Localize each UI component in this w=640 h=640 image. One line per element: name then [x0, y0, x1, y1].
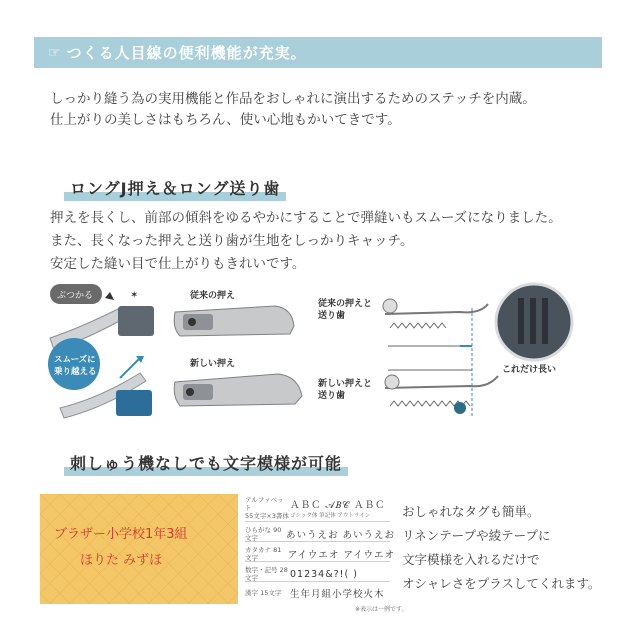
- table-row: 数字・記号 28文字 01234&?!( ): [245, 566, 358, 582]
- new-foot-side-view: [385, 370, 498, 414]
- section1-body: [50, 207, 562, 276]
- label-new-foot: 新しい押え: [190, 359, 236, 369]
- section2-body: [402, 500, 600, 596]
- table-row: ひらがな 90文字 あいうえお あいうえお: [245, 526, 395, 542]
- bubble-new-label-2: 乗り越える: [54, 367, 97, 377]
- section2-line-4: オシャレさをプラスしてくれます。: [402, 576, 601, 591]
- intro-line-2: 仕上がりの美しさはもちろん、使い心地もかいてきです。: [50, 112, 401, 128]
- table-row: アルファベット 55文字×3書体 ＡＢＣ 𝒜𝐵𝒞 ＡＢＣ ゴシック体 筆記体 アウトライン: [245, 496, 386, 520]
- lettering-sample-image: [40, 494, 238, 604]
- label-new-foot-teeth-1: 新しい押えと: [318, 379, 373, 389]
- section2-line-3: 文字模様を入れるだけで: [402, 552, 540, 567]
- intro-line-1: しっかり縫う為の実用機能と作品をおしゃれに演出するためのステッチを内蔵。: [50, 91, 536, 107]
- section1-line-3: 安定した縫い目で仕上がりもきれいです。: [50, 256, 306, 272]
- table-row: カタカナ 81文字 アイウエオ アイウエオ: [245, 546, 395, 562]
- sample-line-1: ブラザー小学校1年3組: [54, 527, 188, 542]
- table-note: ※表示は一例です。: [355, 606, 408, 613]
- old-presser-foot: [174, 306, 294, 336]
- section-heading-long-foot: ロングJ押え＆ロング送り歯: [70, 176, 280, 199]
- bubble-new-label-1: スムーズに: [54, 355, 96, 365]
- bubble-old-label: ぶつかる: [57, 291, 94, 301]
- intro-text: [50, 89, 536, 131]
- banner-title: つくる人目線の便利機能が充実。: [66, 44, 307, 62]
- feed-dog-zoom: [496, 284, 572, 360]
- section-heading-lettering: 刺しゅう機なしでも文字模様が可能: [70, 451, 342, 474]
- presser-foot-illustration: [40, 278, 600, 428]
- section2-line-2: リネンテープや綾テープに: [402, 528, 551, 543]
- svg-text:✶: ✶: [130, 290, 139, 301]
- new-presser-foot: [174, 374, 302, 406]
- bubble-old: [50, 284, 102, 304]
- label-old-foot-teeth-1: 従来の押えと: [318, 299, 373, 309]
- label-new-foot-teeth-2: 送り歯: [318, 391, 346, 401]
- header-banner: [34, 37, 602, 68]
- section1-line-1: 押えを長くし、前部の傾斜をゆるやかにすることで弾縫いもスムーズになりました。: [50, 210, 562, 226]
- section1-line-2: また、長くなった押えと送り歯が生地をしっかりキャッチ。: [50, 233, 414, 249]
- label-longer: これだけ長い: [502, 365, 557, 375]
- label-old-foot: 従来の押え: [190, 291, 236, 301]
- section2-line-1: おしゃれなタグも簡単。: [402, 504, 540, 519]
- sample-line-2: ほりた みずほ: [80, 553, 163, 568]
- pointing-hand-icon: ☞: [48, 44, 61, 61]
- bubble-new: [48, 338, 100, 390]
- label-old-foot-teeth-2: 送り歯: [318, 311, 346, 321]
- table-row: 漢字 15文字 生年月組小学校火木: [245, 589, 385, 600]
